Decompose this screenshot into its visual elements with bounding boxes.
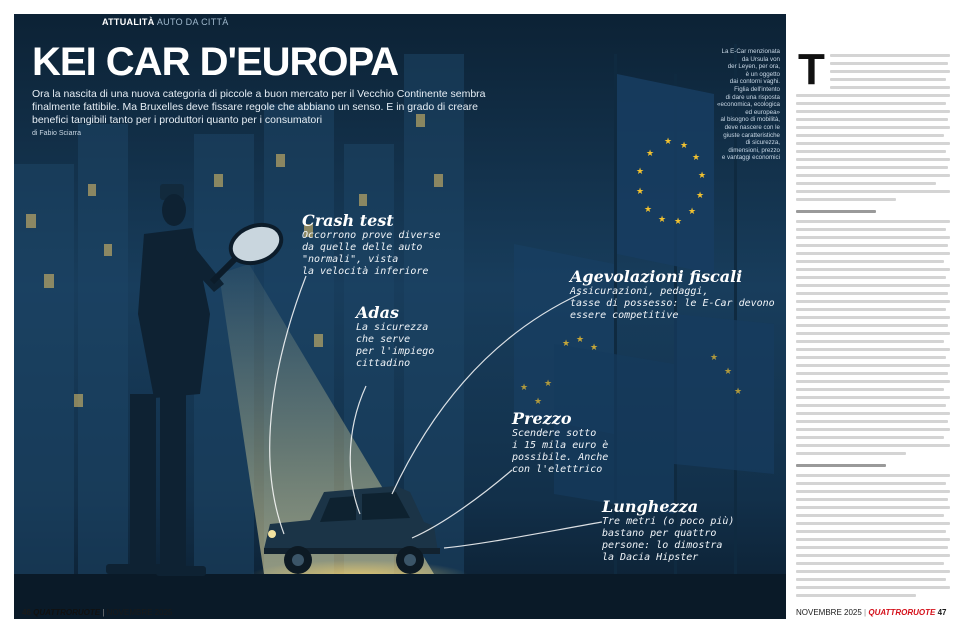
page-number: 46 xyxy=(22,608,31,617)
callout-adas xyxy=(356,304,476,370)
svg-text:★: ★ xyxy=(658,215,667,225)
callout-prezzo xyxy=(512,410,632,476)
callout-title: Crash test xyxy=(302,211,394,230)
section-label xyxy=(102,17,229,27)
callout-body: La sicurezza che serve per l'impiego cittadino xyxy=(356,322,435,369)
svg-text:★: ★ xyxy=(696,191,705,201)
callout-lunghezza xyxy=(602,498,762,564)
svg-text:★: ★ xyxy=(534,397,543,407)
svg-text:★: ★ xyxy=(680,141,689,151)
page-number: 47 xyxy=(937,608,947,617)
svg-text:★: ★ xyxy=(698,171,707,181)
callout-title: Lunghezza xyxy=(602,497,699,516)
svg-text:★: ★ xyxy=(636,167,645,177)
svg-text:★: ★ xyxy=(734,387,743,397)
svg-text:★: ★ xyxy=(724,367,733,377)
svg-text:★: ★ xyxy=(664,137,673,147)
magazine-name: QUATTRORUOTE xyxy=(33,608,101,617)
svg-text:★: ★ xyxy=(520,383,529,393)
callout-body: Tre metri (o poco più) bastano per quattro persone: lo dimostra la Dacia Hipster xyxy=(602,516,735,563)
svg-text:★: ★ xyxy=(688,207,697,217)
callout-body: Scendere sotto i 15 mila euro è possibile. Anche con l'elettrico xyxy=(512,428,609,475)
footer-left: 46 QUATTRORUOTE | NOVEMBRE 2025 xyxy=(22,608,173,617)
issue-date: NOVEMBRE 2025 xyxy=(106,608,173,617)
svg-text:★: ★ xyxy=(692,153,701,163)
svg-text:★: ★ xyxy=(674,217,683,227)
footer-right: NOVEMBRE 2025 | QUATTRORUOTE 47 xyxy=(796,608,947,617)
svg-text:★: ★ xyxy=(644,205,653,215)
svg-text:★: ★ xyxy=(590,343,599,353)
callout-title: Agevolazioni fiscali xyxy=(570,267,743,286)
svg-text:★: ★ xyxy=(562,339,571,349)
section-name: ATTUALITÀ xyxy=(102,17,155,27)
svg-text:★: ★ xyxy=(544,379,553,389)
callout-agevolazioni xyxy=(570,268,780,322)
left-page xyxy=(14,14,786,619)
svg-text:★: ★ xyxy=(646,149,655,159)
drop-cap: T xyxy=(798,45,825,94)
callout-title: Adas xyxy=(356,303,399,322)
svg-text:★: ★ xyxy=(710,353,719,363)
standfirst: Ora la nascita di una nuova categoria di piccole a buon mercato per il Vecchio Continente sembra finalmente fattibile. Ma Bruxelles deve fissare regole che abbiano un senso. E in grado di creare benefici tangibili tanto per i produttori quanto per i consumatori xyxy=(32,88,486,126)
callout-body: Assicurazioni, pedaggi, tasse di possesso: le E-Car devono essere competitive xyxy=(570,286,775,321)
byline: di Fabio Sciarra xyxy=(32,130,82,137)
article-title: KEI CAR D'EUROPA xyxy=(32,40,399,84)
svg-text:★: ★ xyxy=(576,335,585,345)
callout-title: Prezzo xyxy=(512,409,572,428)
callout-body: Occorrono prove diverse da quelle delle auto "normali", vista la velocità inferiore xyxy=(302,230,441,277)
sidenote: La E-Car menzionata da Ursula von der Leyen, per ora, è un oggetto dai contorni vaghi. Figlia dell'intento di dare una risposta «economica, ecologica ed europea» al bisogno di mobilità, deve nascere con le giuste caratteristiche di sicurezza, dimensioni, prezzo e vantaggi economici xyxy=(717,48,780,162)
callout-crash-test xyxy=(302,212,472,278)
section-subname: AUTO DA CITTÀ xyxy=(156,17,229,27)
right-page-text-column xyxy=(790,14,960,619)
svg-text:★: ★ xyxy=(636,187,645,197)
magazine-name: QUATTRORUOTE xyxy=(868,608,936,617)
issue-date: NOVEMBRE 2025 xyxy=(796,608,862,617)
